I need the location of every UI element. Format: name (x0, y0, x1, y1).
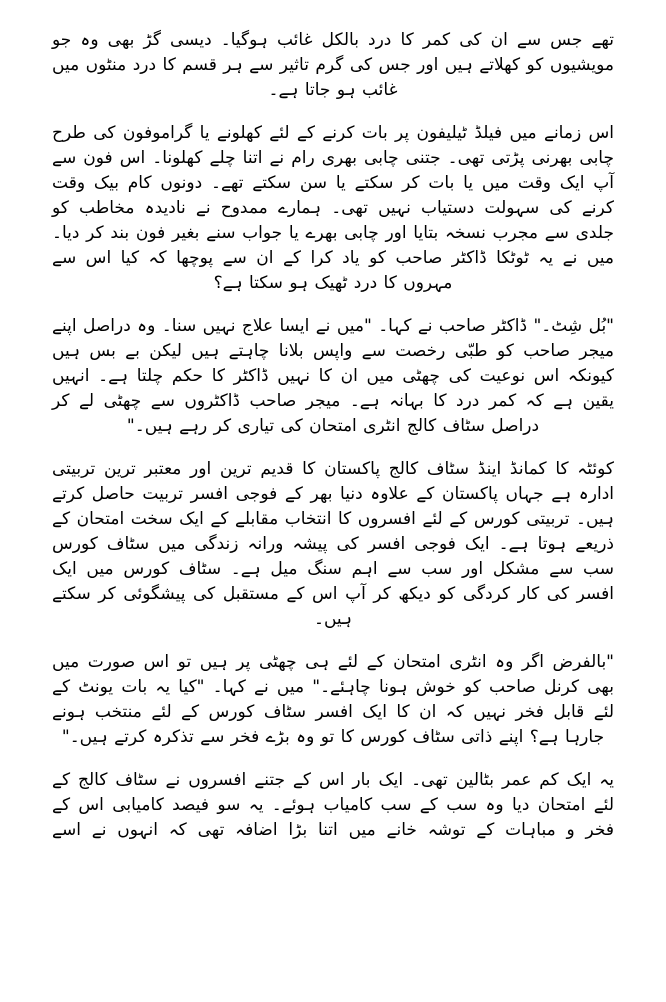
paragraph-4: کوئٹہ کا کمانڈ اینڈ سٹاف کالج پاکستان کا قدیم ترین اور معتبر ترین تربیتی ادارہ ہے جہاں پاکستان کے علاوہ دنیا بھر کے فوجی افسر تربیت حاصل کرتے ہیں۔ تربیتی کورس کے لئے افسروں کا انتخاب مقابلے کے ایک سخت امتحان کے ذریعے ہوتا ہے۔ ایک فوجی افسر کی پیشہ ورانہ زندگی میں سٹاف کورس سب سے مشکل اور سب سے اہم سنگ میل ہے۔ سٹاف کورس میں ایک افسر کی کار کردگی کو دیکھ کر آپ اس کے مستقبل کی پیشگوئی کر سکتے ہیں۔ (52, 459, 614, 629)
paragraph-3: "بُل شِٹ۔" ڈاکٹر صاحب نے کہا۔ "میں نے ایسا علاج نہیں سنا۔ وہ دراصل اپنے میجر صاحب کو طبّی رخصت سے واپس بلانا چاہتے ہیں لیکن بے بس ہیں کیونکہ اس نوعیت کی چھٹی میں ان کا نہیں ڈاکٹر کا حکم چلتا ہے۔ انہیں یقین ہے کہ کمر درد کا بہانہ ہے۔ میجر صاحب ڈاکٹروں سے چھٹی لے کر دراصل سٹاف کالج انٹری امتحان کی تیاری کر رہے ہیں۔" (52, 316, 614, 436)
paragraph-2: اس زمانے میں فیلڈ ٹیلیفون پر بات کرنے کے لئے کھلونے یا گراموفون کی طرح چابی بھرنی پڑتی تھی۔ جتنی چابی بھری رام نے اتنا چلے کھلونا۔ اس فون سے آپ ایک وقت میں یا بات کر سکتے یا سن سکتے تھے۔ دونوں کام بیک وقت کرنے کی سہولت دستیاب نہیں تھی۔ ہمارے ممدوح نے نادیدہ مخاطب کو جلدی سے مجرب نسخہ بتایا اور چابی بھرے یا جواب سنے بغیر فون بند کر دیا۔ میں نے یہ ٹوٹکا ڈاکٹر صاحب کو یاد کرا کے ان سے پوچھا کہ کیا اس سے مہروں کا درد ٹھیک ہو سکتا ہے؟ (52, 123, 614, 293)
paragraph-1: تھے جس سے ان کی کمر کا درد بالکل غائب ہوگیا۔ دیسی گڑ بھی وہ جو مویشیوں کو کھلاتے ہیں اور جس کی گرم تاثیر سے ہر قسم کا درد منٹوں میں غائب ہو جاتا ہے۔ (52, 30, 614, 100)
paragraph-6: یہ ایک کم عمر بٹالین تھی۔ ایک بار اس کے جتنے افسروں نے سٹاف کالج کے لئے امتحان دیا وہ سب کے سب کامیاب ہوئے۔ یہ سو فیصد کامیابی اس کے فخر و مباہات کے توشہ خانے میں اتنا بڑا اضافہ تھی کہ انہوں نے اسے (52, 770, 614, 840)
text-block (52, 28, 614, 843)
paragraph-5: "بالفرض اگر وہ انٹری امتحان کے لئے ہی چھٹی پر ہیں تو اس صورت میں بھی کرنل صاحب کو خوش ہونا چاہئے۔" میں نے کہا۔ "کیا یہ بات یونٹ کے لئے قابل فخر نہیں کہ ان کا ایک افسر سٹاف کورس کے لئے منتخب ہونے جارہا ہے؟ اپنے ذاتی سٹاف کورس کا تو وہ بڑے فخر سے تذکرہ کرتے ہیں۔" (52, 652, 614, 747)
